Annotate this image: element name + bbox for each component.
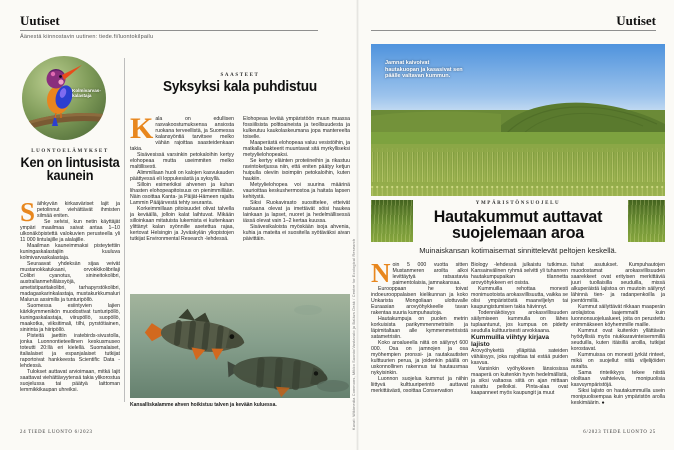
fish-photo-caption: Kansalliskalamme ahven hoikistuu talven ja kevään kuluessa. [130,402,277,408]
photo-credit: Kuvat: Wikimedia Commons, Mikko Suonio/Vastavalo ja Balázs Deák / Centre for Ecological Research [352,238,356,430]
mound-article-column-1 [371,262,468,444]
paragraph: Kummut ovat kuitenkin yllättävän hyödyllisiä myös niukkaravinteisemmillä seuduilla, kuten itäisillä aroilla, tutkijat korostavat. [571,328,665,352]
paragraph [20,201,120,227]
paragraph: Maailman kauneimmaksi pisteytettiin kuningaskalastajiin kuuluva kolmivarvaskalastaja. [20,243,120,261]
paragraph: Kummuissa on monesti jyrkät rinteet, mikä on suojellut niitä viljelijöiden auralta. [571,352,665,370]
paragraph: Arovyöhykettä ylläpitää sateiden vähäisyys, joka rajoittaa tai estää puiden kasvua. [471,348,568,366]
right-header-rule [371,30,656,31]
fish-article-column-1 [130,116,234,292]
perch-illustration [130,294,350,398]
paragraph [371,262,468,286]
mound-article-category: YMPÄRISTÖNSUOJELU [475,201,561,206]
left-header-subtitle: Äänestä kiinnostavin uutinen: tiede.fi/luontokilpailu [20,34,154,40]
paragraph: Elohopeaa leviää ympäristöön muun muassa fossiilisista polttoaineista ja teollisuudesta ja kulkeutuu kaukolaskeumana jopa mantereelta toiselle. [243,116,350,140]
bird-photo-label-line1: Kolmivarvas- [72,88,101,93]
dropcap-n: N [371,262,391,288]
paragraph: Se kertyy eläinten proteiineihin ja rikastuu ravintoketjussa niin, että eniten päätyy ketjun huipulla oleviin isoimpiin petokaloihin, kuten haukiin. [243,158,350,182]
paragraph: Pisteitä jaettiin iratebirds-sivustolla, jonka Luonnontieteellinen keskusmuseo toteutti 20:llä eri kielellä. Suomalaiset, italialaiset ja espanjalaiset tutkijat raportoivat hankkeesta Scientific Data -lehdessä. [20,333,120,369]
mound-article-standfirst: Muinaiskansan kotimaisemat sinnittelevät peltojen keskellä. [419,246,617,255]
kingfisher-photo [22,56,106,140]
paragraph: Kummuilla rehottaa monesti monimuotoista arokasvillisuutta, vaikka se olisi ympäristöstä maanviljelyn tai kaupungistumisen takia hävinnyt. [471,286,568,310]
paragraph: Maaperästä elohopeaa valuu vesistöihin, ja matkalla bakteerit muuntavat sitä myrkylliseksi metyylielohopeaksi. [243,140,350,158]
paragraph: Varsinkin vyöhykkeen länsiosissa maaperä on kuitenkin hyvin hedelmällistä, ja siksi valtaosa siitä on ajan mittaan raivattu pelloiksi. Pinta-alaa ovat kaapanneet myös kaupungit ja muut [471,366,568,396]
paragraph: Korkeimmillaan pitoisuudet olivat talvella ja keväällä, jolloin kalat laihtuvat. Mikään silloinkaan mitatuista lukemista ei kuitenkaan ylittänyt kalan syönnille asetettua rajaa, kertovat Helsingin ja Jyväskylän yliopistojen tutkijat Environmental Research -lehdessä. [130,206,234,242]
field-detail-photo-right [628,200,665,242]
paragraph: Eurooppaan he toivat indoeurooppalaisen kielikunnan ja koko Unkarista Mongoliaan ulottuvalle Euraasian arovyöhykkeelle tavan rakentaa suuria kumpuhautoja. [371,286,468,316]
paragraph: Suomessa esiintyvien lajien kärkikymmenikön muodostivat tunturipöllö, kuningaskalastaja, viirupöllö, suopöllö, maakotka, viiksitimali, tilhi, pyrstötiainen, sinirinta ja hiiripöllö. [20,303,120,333]
paragraph-text: ala on edullisen rasvakoostumuksensa ansiosta ruokana terveellistä, ja Suomessa kalansyöntiä tarvitsee melko vähän rajoittaa saasteidenkaan takia. [130,116,234,152]
paragraph-text: äihkyvän kirkasväriset lajit ja petolinnut viehättävät ihmisten silmää eniten. [37,201,120,219]
paragraph: tiuhat asutukset. Kumpuhautojen muodostamat arokasvillisuuden saarekkeet ovat erityisen merkittäviä juuri tuollaisilla seuduilla, missä alkuperäistä lajistoa on muutoin säilynyt lähinnä tien- ja radanpenkoilla ja joentörmillä. [571,262,665,304]
fish-article-title: Syksyksi kala puhdistuu [162,79,317,95]
paragraph: Seuraavat yhdeksän sijaa veivät mustanokkatukaani, orvokkikolibrilaji Colibri cyanotus, sinineitokolibri, australianmehiläissyöjä, ametistiparitakolibri, tarhapyrstökolibri, madagaskarinkalastaja, mustakurkkumaluri Malurus assimilis ja tunturipöllö. [20,261,120,303]
page-fold [356,0,359,450]
bird-article-body [20,201,120,425]
paragraph: Metyylielohopea voi suurina määrinä vaurioittaa keskushermostoa ja haitata lapsen kehitystä. [243,182,350,200]
left-header-rule [20,30,318,31]
paragraph: Sama rinteikkyys tekee niistä oloiltaan vaihtelevia, monipuolisia kasvuympäristöjä. [571,370,665,388]
bird-article-title: Ken on lintusista kaunein [20,155,120,183]
right-page-section-title: Uutiset [616,13,656,28]
mound-article-subheading: Kummuilla viihtyy kirjava lajisto [471,334,550,348]
mound-article-title: Hautakummut auttavat suojelemaan aroa [433,207,603,242]
paragraph: Luonnon suojelua kummut ja niihin liittyvä kulttuuriperintö auttavat merkittävästi, osoittaa Conservation [371,376,468,394]
right-page-footer: 6/2023 TIEDE LUONTO 25 [583,430,656,435]
column-divider-rule [124,58,125,402]
perch-photo [130,294,350,398]
paragraph-with-end-mark: Siksi lajisto on hautakummuilla usein monipuolisempaa kuin ympäristön arolla keskimäärin. ● [571,388,665,406]
paragraph: Hautakumpuja on puolen metrin korkuisista parikymmenmetrisiin ja läpimitaltaan alle kymmenmetrisistä satametrisiin. [371,316,468,340]
paragraph: Biology -lehdessä julkaistu tutkimus. Kansainvälinen ryhmä selvitti yli tuhannen hautakumpupaikan tilannetta arovyöhykkeen eri osista. [471,262,568,286]
bird-article-category: LUONTOELÄMYKSET [31,149,109,154]
paragraph [130,116,234,152]
paragraph: Silloin esimerkiksi ahvenen ja kuhan lihasten elohopeapitoisuus on pienimmillään. Näin osoittaa Kanta- ja Päijät-Hämeen rajalta Lammin Pääjärvestä tehty seuranta. [130,182,234,206]
steppe-mound-photo [371,44,665,196]
left-page-section-title: Uutiset [20,13,60,28]
dropcap-s: S [20,201,36,227]
paragraph: Se selvisi, kun netin käyttäjät ympäri maailmaa saivat antaa 1–10 ulkonäköpistettä valokuvien perusteella yli 11 000 lintulajille ja alalajille. [20,219,120,243]
steppe-photo-caption: Jamnat kaivoivat hautakuopan ja kasasivat sen päälle valtavan kummun. [385,60,463,80]
fish-article-category: SAASTEET [220,73,260,78]
paragraph: Siksi Ruokavirasto suosittelee, etteivät raskaana olevat ja imettävät söisi haukea lainkaan ja lapset, nuoret ja hedelmällisessä iässä olevat vain 1–2 kertaa kuussa. [243,200,350,224]
bird-photo-label-line2: kalastaja [72,93,92,99]
left-page-footer: 24 TIEDE LUONTO 6/2023 [20,430,93,435]
bird-photo-label [72,88,101,99]
fish-article-column-2 [243,116,350,292]
paragraph: Sisävesikaloista myöskään isoja ahvenia, kuhia ja mateita ei suositella syötäväksi aivan päivittäin. [243,224,350,242]
mound-article-column-3 [571,262,665,444]
paragraph: Tulokset auttavat arvioimaan, mitkä lajit saattavat viehättävyytensä takia ylikorostua suojelussa tai päätyä laittoman lemmikkikaupan uhreiksi. [20,369,120,393]
dropcap-k: K [130,116,154,145]
paragraph: Kummut säilyttävät rikkaan maaperän arolajistoa laajemmalti kuin luonnonsuojelualueet, joita on perustettu enimmäkseen köyhemmille maille. [571,304,665,328]
mound-article-column-2 [471,262,568,444]
paragraph: Alimmillaan huoli on kalojen kasvukauden päättyessä eli loppukesästä ja syksyllä. [130,170,234,182]
paragraph-text: oin 5 000 vuotta sitten Mustanmeren aroilta alkoi levittäytyä ratsastavia paimentolaisia, jamnakansaa. [392,262,468,286]
paragraph: Sisävesissä varsinkin petokaloihin kertyy elohopeaa mutta useimmiten melko maltillisesti. [130,152,234,170]
paragraph: Koko aroalueella niitä on säilynyt 600 000. Osa on jamnojen ja osa myöhempien pronssi- ja rautakautisten kulttuurien perua, ja joidenkin päällä on uskonnollinen rakennus tai hautausmaa nykyisinkin. [371,340,468,376]
paragraph: Todennäköisyys arokasvillisuuden säilymiseen kummulla on lähes tuplaantunut, jos kumpua on pidetty seudulla kulttuurisesti arvokkaana. [471,310,568,334]
